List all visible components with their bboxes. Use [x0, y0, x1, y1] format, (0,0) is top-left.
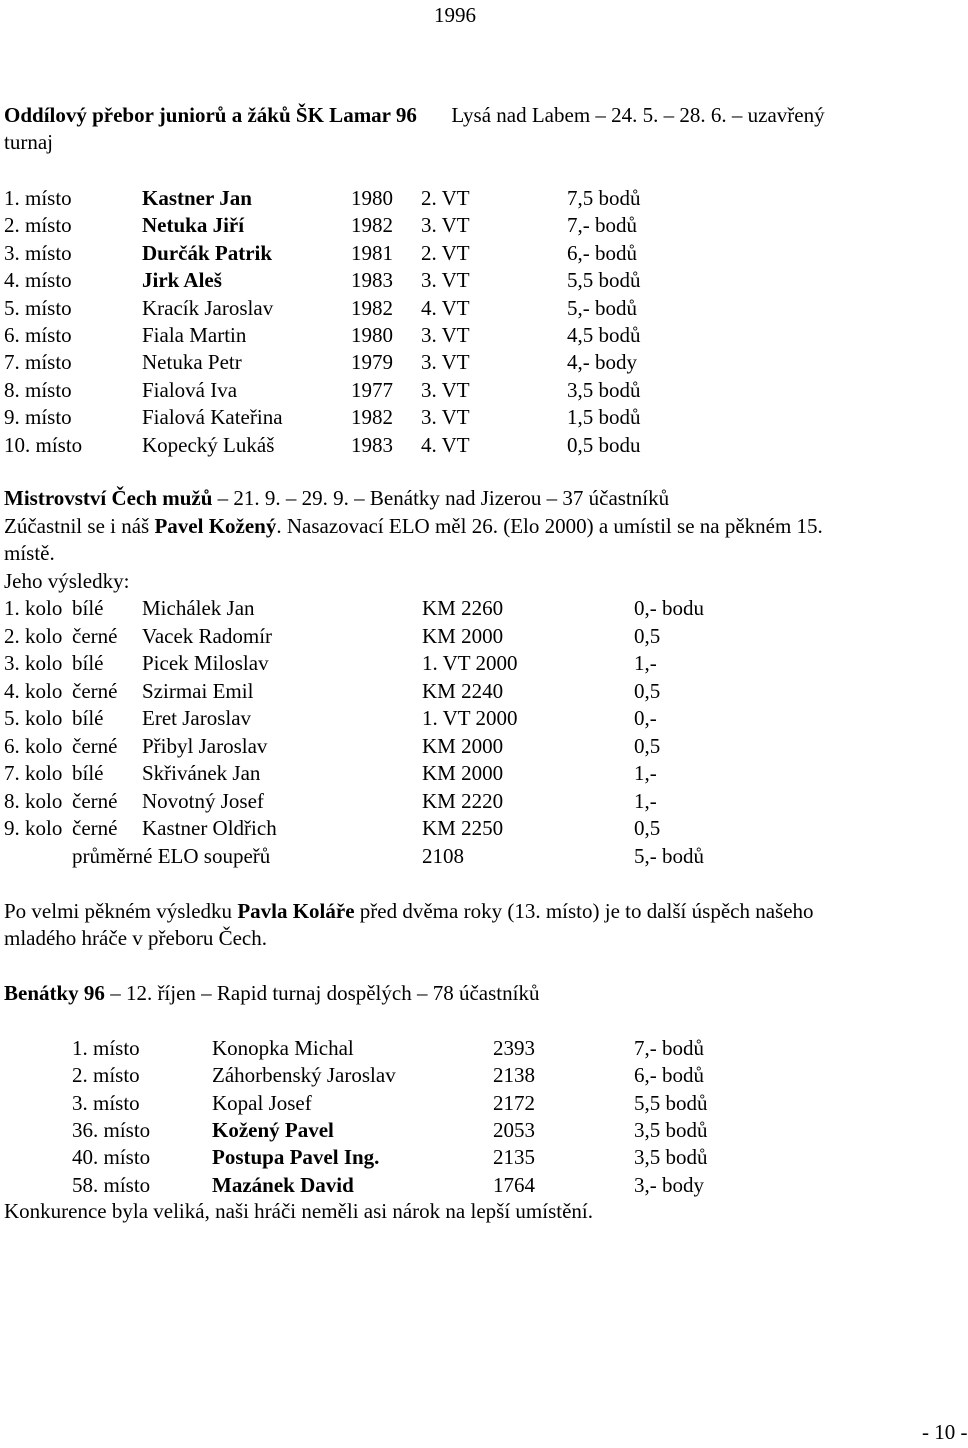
row-place: 9. místo — [4, 405, 72, 430]
row-class: 3. VT — [421, 377, 470, 402]
round-color: bílé — [72, 761, 104, 785]
round-result: 1,- — [634, 788, 657, 813]
player-name: Pavel Kožený — [154, 514, 277, 538]
section3-title: Benátky 96 — [4, 981, 105, 1005]
row-class: 3. VT — [421, 323, 470, 347]
round-opponent-rating: KM 2000 — [422, 623, 504, 648]
section2-intro-line2: místě. — [4, 541, 55, 565]
round-result: 0,5 — [634, 733, 661, 758]
round-opponent-rating: KM 2240 — [422, 678, 504, 703]
row-class: 4. VT — [421, 295, 470, 320]
row-place: 6. místo — [4, 323, 72, 347]
row-birth-year: 1981 — [351, 240, 393, 265]
round-color: černé — [72, 733, 118, 758]
row-player-name: Záhorbenský Jaroslav — [212, 1063, 396, 1088]
row-points: 6,- bodů — [634, 1063, 704, 1088]
round-opponent: Skřivánek Jan — [142, 761, 261, 785]
row-player-name: Mazánek David — [212, 1172, 354, 1197]
note-text: Po velmi pěkném výsledku — [4, 899, 238, 923]
row-player-name: Fialová Kateřina — [142, 405, 283, 430]
row-player-name: Konopka Michal — [212, 1036, 354, 1060]
round-result: 0,5 — [634, 623, 661, 648]
row-place: 36. místo — [72, 1117, 151, 1142]
row-place: 7. místo — [4, 350, 72, 375]
row-class: 2. VT — [421, 240, 470, 265]
round-opponent: Novotný Josef — [142, 788, 264, 813]
summary-label: průměrné ELO soupeřů — [72, 844, 271, 868]
summary-rating: 2108 — [422, 844, 464, 868]
row-points: 7,- bodů — [634, 1036, 704, 1060]
row-rating: 2053 — [493, 1117, 535, 1142]
row-place: 58. místo — [72, 1172, 151, 1197]
row-birth-year: 1977 — [351, 377, 393, 402]
round-opponent-rating: KM 2000 — [422, 761, 504, 785]
row-place: 5. místo — [4, 295, 72, 320]
row-rating: 2135 — [493, 1145, 535, 1170]
round-number: 8. kolo — [4, 788, 63, 813]
section3-title-rest: – 12. říjen – Rapid turnaj dospělých – 78 účastníků — [110, 981, 540, 1005]
row-birth-year: 1983 — [351, 268, 393, 293]
row-player-name: Kopal Josef — [212, 1090, 312, 1115]
round-color: černé — [72, 788, 118, 813]
row-points: 5,5 bodů — [567, 268, 641, 293]
round-opponent-rating: KM 2260 — [422, 596, 504, 620]
row-class: 3. VT — [421, 213, 470, 238]
round-result: 0,5 — [634, 678, 661, 703]
row-rating: 2138 — [493, 1063, 535, 1088]
section2-note — [4, 898, 814, 925]
round-opponent: Michálek Jan — [142, 596, 255, 620]
row-rating: 1764 — [493, 1172, 535, 1197]
row-points: 7,- bodů — [567, 213, 637, 238]
row-class: 4. VT — [421, 432, 470, 457]
note-text: před dvěma roky (13. místo) je to další úspěch našeho — [354, 899, 814, 923]
section-title: Oddílový přebor juniorů a žáků ŠK Lamar 96 — [4, 103, 417, 127]
section2-title-rest: – 21. 9. – 29. 9. – Benátky nad Jizerou – 37 účastníků — [217, 486, 670, 510]
row-place: 2. místo — [4, 213, 72, 238]
round-result: 0,- — [634, 706, 657, 730]
round-number: 2. kolo — [4, 623, 63, 648]
row-place: 1. místo — [72, 1036, 140, 1060]
row-player-name: Postupa Pavel Ing. — [212, 1145, 380, 1170]
row-points: 5,5 bodů — [634, 1090, 708, 1115]
round-color: bílé — [72, 651, 104, 675]
row-class: 3. VT — [421, 405, 470, 430]
round-opponent: Přibyl Jaroslav — [142, 733, 268, 758]
round-number: 3. kolo — [4, 651, 63, 675]
row-place: 10. místo — [4, 432, 83, 457]
row-rating: 2393 — [493, 1036, 535, 1060]
intro-text: Zúčastnil se i náš — [4, 514, 155, 538]
row-class: 3. VT — [421, 350, 470, 375]
round-number: 5. kolo — [4, 706, 63, 730]
round-color: černé — [72, 816, 118, 840]
row-player-name: Kracík Jaroslav — [142, 295, 274, 320]
row-place: 2. místo — [72, 1063, 140, 1088]
round-number: 6. kolo — [4, 733, 63, 758]
row-points: 1,5 bodů — [567, 405, 641, 430]
section3-heading — [4, 980, 539, 1007]
round-opponent-rating: 1. VT 2000 — [422, 706, 518, 730]
row-player-name: Jirk Aleš — [142, 268, 222, 293]
row-birth-year: 1982 — [351, 213, 393, 238]
section2-note-line2: mladého hráče v přeboru Čech. — [4, 926, 267, 950]
round-opponent: Kastner Oldřich — [142, 816, 277, 840]
row-player-name: Fiala Martin — [142, 323, 247, 347]
row-player-name: Netuka Petr — [142, 350, 242, 375]
row-player-name: Netuka Jiří — [142, 213, 245, 238]
intro-text: . (Elo 2000) a umístil se na pěkném 15. — [492, 514, 823, 538]
round-color: černé — [72, 678, 118, 703]
round-opponent: Picek Miloslav — [142, 651, 269, 675]
round-result: 1,- — [634, 761, 657, 785]
row-points: 4,5 bodů — [567, 323, 641, 347]
section2-title: Mistrovství Čech mužů — [4, 486, 213, 510]
row-points: 3,5 bodů — [567, 377, 641, 402]
round-color: černé — [72, 623, 118, 648]
round-result: 0,5 — [634, 816, 661, 840]
row-player-name: Kožený Pavel — [212, 1117, 334, 1142]
row-place: 8. místo — [4, 377, 72, 402]
row-points: 5,- bodů — [567, 295, 637, 320]
row-birth-year: 1983 — [351, 432, 393, 457]
round-number: 7. kolo — [4, 761, 63, 785]
section2-intro — [4, 513, 956, 540]
row-place: 3. místo — [72, 1090, 140, 1115]
round-opponent: Eret Jaroslav — [142, 706, 252, 730]
section-title-line2: turnaj — [4, 130, 53, 154]
round-result: 0,- bodu — [634, 596, 704, 620]
row-points: 6,- bodů — [567, 240, 637, 265]
page-year: 1996 — [434, 3, 476, 27]
row-player-name: Kastner Jan — [142, 186, 252, 210]
row-points: 4,- body — [567, 350, 637, 375]
round-opponent: Vacek Radomír — [142, 623, 273, 648]
row-class: 2. VT — [421, 186, 470, 210]
round-color: bílé — [72, 596, 104, 620]
player-name: Pavla Koláře — [237, 899, 355, 923]
row-player-name: Kopecký Lukáš — [142, 432, 275, 457]
row-points: 7,5 bodů — [567, 186, 641, 210]
row-birth-year: 1982 — [351, 405, 393, 430]
round-opponent-rating: KM 2000 — [422, 733, 504, 758]
row-player-name: Fialová Iva — [142, 377, 238, 402]
intro-text: . Nasazovací ELO měl 26 — [276, 514, 493, 538]
round-opponent: Szirmai Emil — [142, 678, 254, 703]
row-birth-year: 1980 — [351, 323, 393, 347]
round-number: 1. kolo — [4, 596, 63, 620]
round-opponent-rating: KM 2220 — [422, 788, 504, 813]
row-class: 3. VT — [421, 268, 470, 293]
round-opponent-rating: KM 2250 — [422, 816, 504, 840]
row-birth-year: 1980 — [351, 186, 393, 210]
page-number: - 10 - — [922, 1420, 968, 1444]
round-result: 1,- — [634, 651, 657, 675]
section-title-line1 — [4, 102, 825, 129]
round-color: bílé — [72, 706, 104, 730]
row-place: 4. místo — [4, 268, 72, 293]
round-opponent-rating: 1. VT 2000 — [422, 651, 518, 675]
row-points: 3,- body — [634, 1172, 704, 1197]
row-place: 3. místo — [4, 240, 72, 265]
round-number: 9. kolo — [4, 816, 63, 840]
row-points: 3,5 bodů — [634, 1117, 708, 1142]
closing-remark: Konkurence byla veliká, naši hráči neměli asi nárok na lepší umístění. — [4, 1199, 593, 1223]
row-birth-year: 1979 — [351, 350, 393, 375]
row-birth-year: 1982 — [351, 295, 393, 320]
row-points: 0,5 bodu — [567, 432, 641, 457]
section-subtitle: Lysá nad Labem – 24. 5. – 28. 6. – uzavřený — [451, 103, 825, 127]
results-label: Jeho výsledky: — [4, 569, 130, 593]
row-points: 3,5 bodů — [634, 1145, 708, 1170]
section2-heading — [4, 485, 669, 512]
round-number: 4. kolo — [4, 678, 63, 703]
row-place: 40. místo — [72, 1145, 151, 1170]
row-place: 1. místo — [4, 186, 72, 210]
row-player-name: Durčák Patrik — [142, 240, 273, 265]
row-rating: 2172 — [493, 1090, 535, 1115]
summary-result: 5,- bodů — [634, 844, 704, 868]
